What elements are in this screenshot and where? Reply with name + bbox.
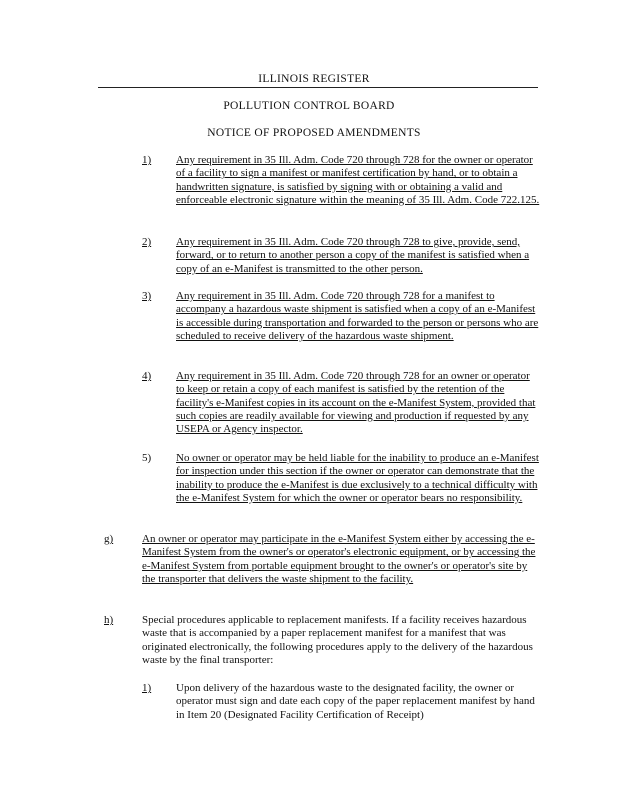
register-heading: ILLINOIS REGISTER	[258, 73, 370, 85]
item-number: 5)	[142, 452, 152, 464]
item-text: Any requirement in 35 Ill. Adm. Code 720 through 728 for an owner or operator to keep or retain a copy of each manifest is satisfied by the retention of the facility's e-Manifest copies in its account on the e-Manifest System, provided that such copies are readily available for viewing and production if requested by any USEPA or Agency inspector.	[176, 370, 536, 436]
item-text: Any requirement in 35 Ill. Adm. Code 720 through 728 for the owner or operator of a facility to sign a manifest or manifest certification by hand, or to obtain a handwritten signature, is satisfied by signing with or obtaining a valid and enforceable electronic signature within the meaning of 35 Ill. Adm. Code 722.125.	[176, 154, 540, 206]
subsection-text: An owner or operator may participate in the e-Manifest System either by accessing the e-Manifest System from the owner's or operator's electronic equipment, or by accessing the e-Manifest System from portable equipment brought to the owner's or operator's site by the transporter that delivers the waste shipment to the facility.	[142, 533, 536, 585]
item-text: Any requirement in 35 Ill. Adm. Code 720 through 728 to give, provide, send, forward, or to return to another person a copy of the manifest is satisfied when a copy of an e-Manifest is transmitted to the other person.	[176, 236, 530, 275]
item-number: 4)	[142, 370, 152, 382]
item-text: No owner or operator may be held liable for the inability to produce an e-Manifest for inspection under this section if the owner or operator can demonstrate that the inability to produce the e-Manifest is due exclusively to a technical difficulty with the e-Manifest System for which the owner or operator bears no responsibility.	[176, 452, 539, 504]
notice-heading: NOTICE OF PROPOSED AMENDMENTS	[207, 127, 421, 139]
item-number: 1)	[142, 682, 152, 694]
subsection-letter: h)	[104, 614, 114, 626]
item-text: Any requirement in 35 Ill. Adm. Code 720 through 728 for a manifest to accompany a hazardous waste shipment is satisfied when a copy of an e-Manifest is accessible during transportation and forwarded to the person or persons who are scheduled to receive delivery of the hazardous waste shipment.	[176, 290, 539, 342]
item-number: 3)	[142, 290, 152, 302]
subsection-text: Special procedures applicable to replacement manifests. If a facility receives hazardous waste that is accompanied by a paper replacement manifest for a manifest that was originated electronically, the following procedures apply to the delivery of the hazardous waste by the final transporter:	[142, 614, 533, 666]
header-rule	[98, 87, 538, 88]
board-heading: POLLUTION CONTROL BOARD	[223, 100, 395, 112]
item-number: 1)	[142, 154, 152, 166]
item-number: 2)	[142, 236, 152, 248]
subsection-letter: g)	[104, 533, 114, 545]
item-text: Upon delivery of the hazardous waste to the designated facility, the owner or operator must sign and date each copy of the paper replacement manifest by hand in Item 20 (Designated Facility Certification of Receipt)	[176, 682, 535, 721]
